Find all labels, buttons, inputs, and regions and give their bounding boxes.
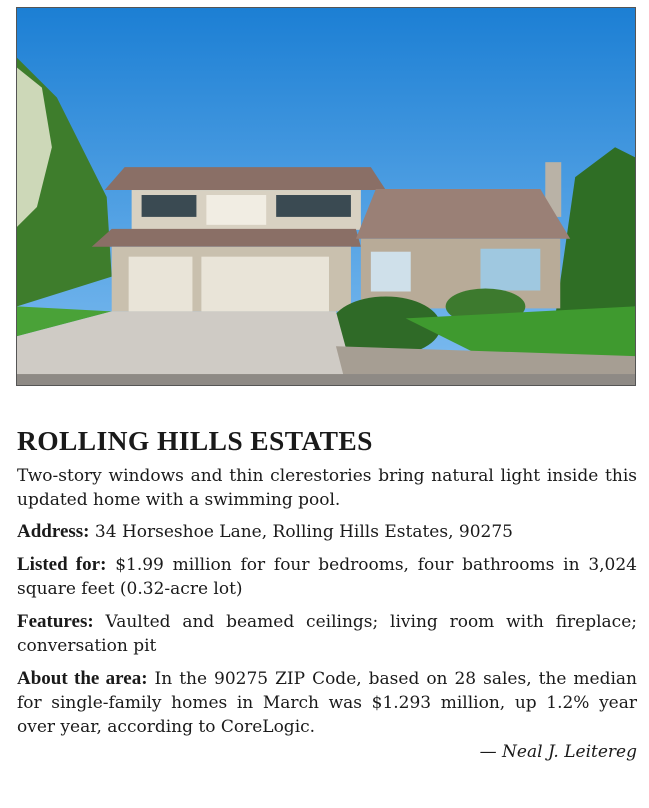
features-paragraph <box>17 610 637 658</box>
house-photo <box>16 7 636 386</box>
upper-window-1 <box>142 195 197 217</box>
byline: — Neal J. Leitereg <box>479 742 637 762</box>
curb <box>17 374 635 385</box>
wing-roof <box>356 189 570 239</box>
headline: ROLLING HILLS ESTATES <box>17 425 373 456</box>
garage-door-left <box>129 257 193 312</box>
garage-door-right <box>201 257 329 312</box>
wing-window-1 <box>371 252 411 292</box>
area-paragraph <box>17 667 637 739</box>
features-text: Vaulted and beamed ceilings; living room with fireplace; conversation pit <box>17 612 637 656</box>
address-paragraph <box>17 520 637 544</box>
dek: Two-story windows and thin clerestories bring natural light inside this updated home with a swimming pool. <box>17 466 637 510</box>
garage-roof <box>92 229 361 247</box>
wing-window-2 <box>481 249 541 291</box>
upper-roof <box>105 167 386 190</box>
address-text: 34 Horseshoe Lane, Rolling Hills Estates, 90275 <box>94 522 513 542</box>
area-label: About the area: <box>17 668 148 689</box>
upper-panel <box>206 195 266 225</box>
upper-window-2 <box>276 195 351 217</box>
listing-article <box>17 424 637 764</box>
listed-paragraph <box>17 553 637 601</box>
listed-label: Listed for: <box>17 554 107 575</box>
house-illustration <box>17 8 635 385</box>
area-text: In the 90275 ZIP Code, based on 28 sales, the median for single-family homes in March was $1.293 million, up 1.2% year over year, according to CoreLogic. <box>17 669 638 737</box>
features-label: Features: <box>17 611 94 632</box>
listed-text: $1.99 million for four bedrooms, four bathrooms in 3,024 square feet (0.32-acre lot) <box>17 555 637 599</box>
address-label: Address: <box>17 521 90 542</box>
